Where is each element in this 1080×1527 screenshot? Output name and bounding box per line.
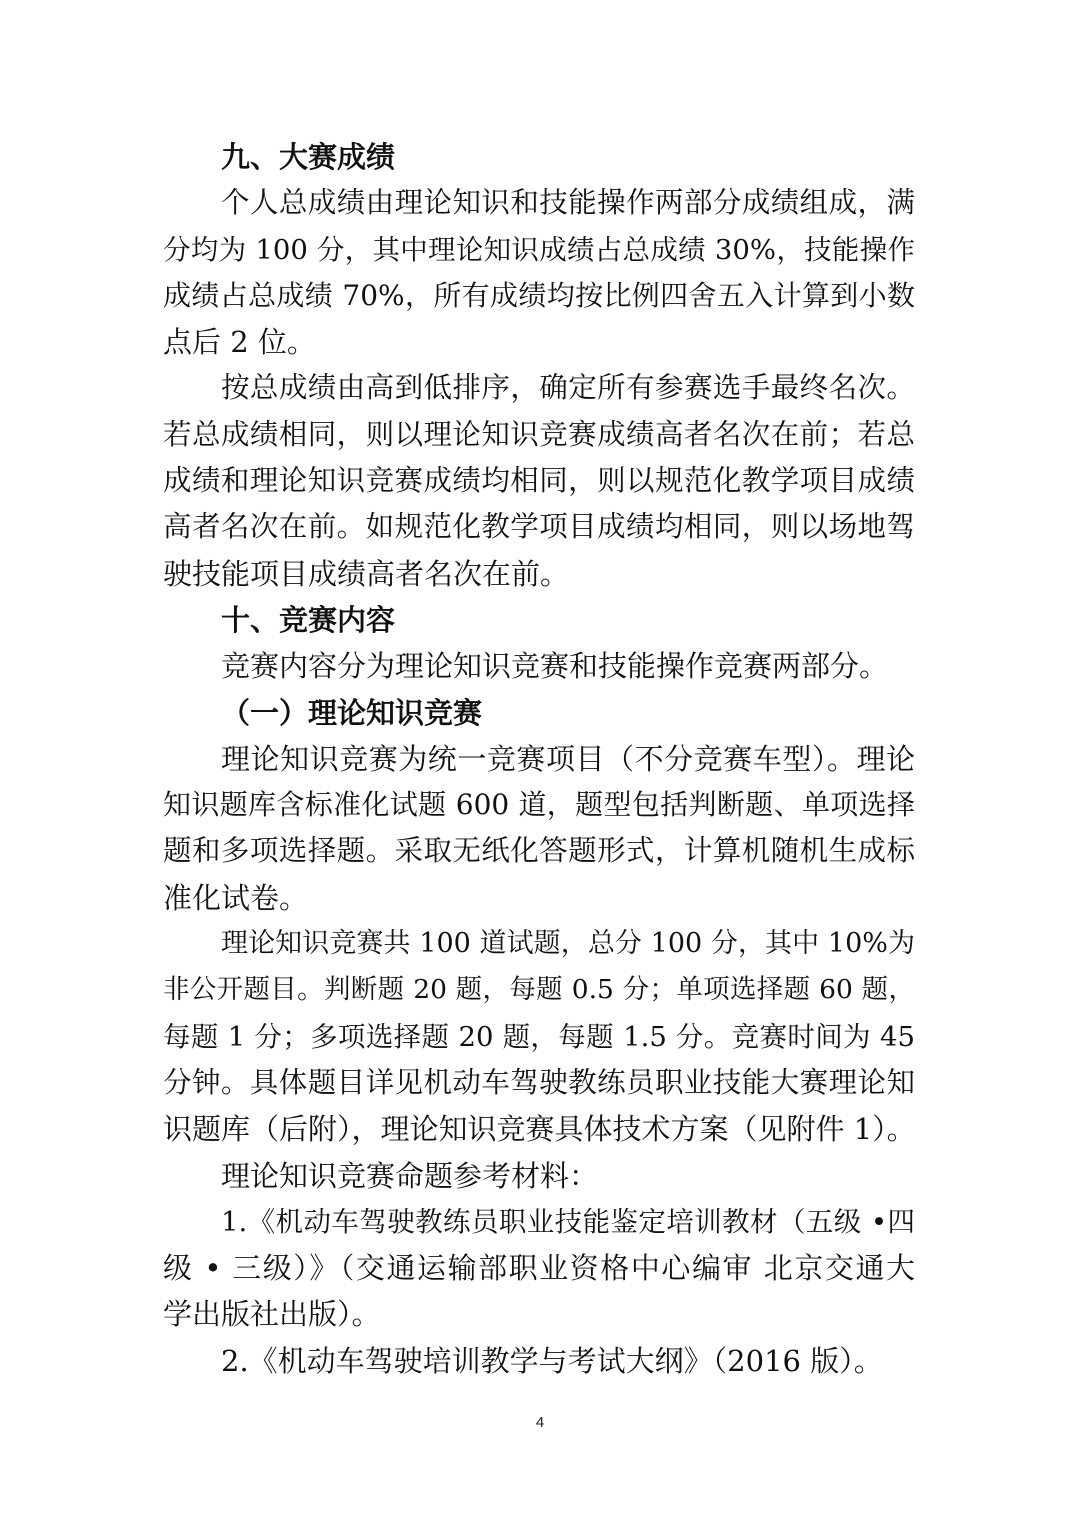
paragraph-line: 准化试卷。 (163, 880, 309, 915)
paragraph-line: 分钟。具体题目详见机动车驾驶教练员职业技能大赛理论知 (163, 1065, 915, 1099)
paragraph-line: 分均为 100 分，其中理论知识成绩占总成绩 30%，技能操作 (163, 233, 915, 266)
section-9-heading: 九、大赛成绩 (221, 140, 396, 174)
paragraph-line: 知识题库含标准化试题 600 道，题型包括判断题、单项选择 (163, 788, 915, 822)
reference-item: 学出版社出版）。 (163, 1297, 381, 1332)
reference-item: 1.《机动车驾驶教练员职业技能鉴定培训教材（五级 •四 (221, 1205, 915, 1238)
paragraph-line: 每题 1 分；多项选择题 20 题，每题 1.5 分。竞赛时间为 45 (163, 1020, 915, 1053)
paragraph-line: 个人总成绩由理论知识和技能操作两部分成绩组成，满 (221, 186, 915, 220)
page-number: 4 (535, 1414, 545, 1431)
paragraph-line: 非公开题目。判断题 20 题，每题 0.5 分；单项选择题 60 题， (163, 974, 915, 1006)
section-10-heading: 十、竞赛内容 (221, 602, 396, 637)
paragraph-line: 按总成绩由高到低排序，确定所有参赛选手最终名次。 (221, 371, 915, 405)
paragraph-line: 若总成绩相同，则以理论知识竞赛成绩高者名次在前；若总 (163, 417, 915, 451)
document-page (163, 134, 915, 1384)
paragraph-line: 成绩和理论知识竞赛成绩均相同，则以规范化教学项目成绩 (163, 464, 915, 498)
section-10-intro: 竞赛内容分为理论知识竞赛和技能操作竞赛两部分。 (221, 649, 889, 684)
paragraph-line: 理论知识竞赛共 100 道试题，总分 100 分，其中 10%为 (221, 928, 915, 960)
paragraph-line: 点后 2 位。 (163, 325, 316, 360)
paragraph-line: 题和多项选择题。采取无纸化答题形式，计算机随机生成标 (163, 834, 915, 868)
references-label: 理论知识竞赛命题参考材料： (221, 1158, 599, 1193)
paragraph-line: 高者名次在前。如规范化教学项目成绩均相同，则以场地驾 (163, 510, 915, 544)
paragraph-line: 成绩占总成绩 70%，所有成绩均按比例四舍五入计算到小数 (163, 278, 915, 312)
paragraph-line: 理论知识竞赛为统一竞赛项目（不分竞赛车型）。理论 (221, 741, 915, 776)
subsection-heading: （一）理论知识竞赛 (221, 695, 483, 730)
reference-item: 级 • 三级）》（交通运输部职业资格中心编审 北京交通大 (163, 1251, 915, 1286)
paragraph-line: 驶技能项目成绩高者名次在前。 (163, 556, 570, 591)
paragraph-line: 识题库（后附），理论知识竞赛具体技术方案（见附件 1）。 (163, 1112, 916, 1147)
reference-item: 2.《机动车驾驶培训教学与考试大纲》（2016 版）。 (221, 1343, 883, 1378)
